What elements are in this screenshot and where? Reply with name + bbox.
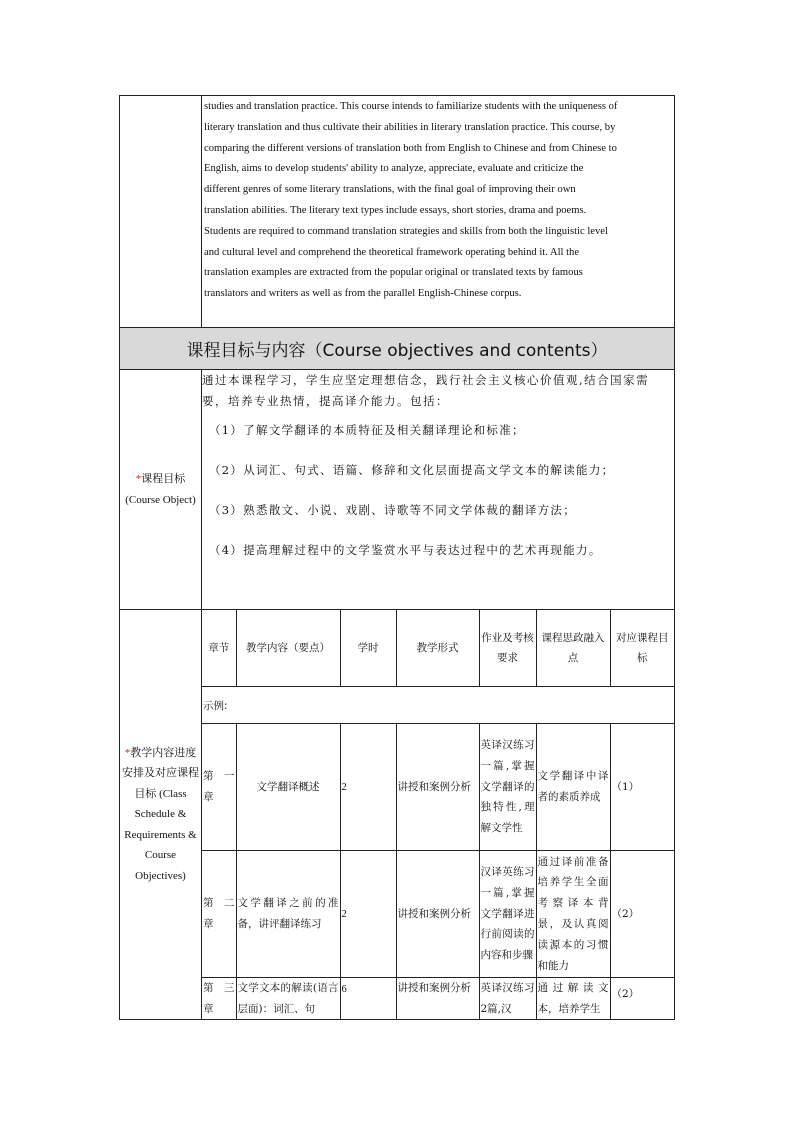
row-ideology: 通过译前准备培养学生全面考察译本背景，及认真阅读源本的习惯和能力 [536,851,610,978]
table-row [202,851,674,978]
row-hours: 2 [340,724,396,851]
example-row [202,687,674,724]
schedule-label-en: (Class Schedule & Requirements & Course Objectives) [124,787,197,882]
intro-line: English, aims to develop students' ability to analyze, appreciate, evaluate and criticize the [204,163,584,175]
row-form-text: 讲授和案例分析 [397,982,471,994]
row-ideology: 文学翻译中译者的素质养成 [536,724,610,851]
header-ideology: 课程思政融入点 [536,610,610,687]
document-page [119,95,675,1019]
objective-item: （1）了解文学翻译的本质特征及相关翻译理论和标准； [209,423,525,437]
header-hours: 学时 [340,610,396,687]
objectives-content [202,370,675,610]
objective-item: （4）提高理解过程中的文学鉴赏水平与表达过程中的艺术再现能力。 [209,543,602,557]
objectives-row [120,370,675,610]
schedule-header-row [202,610,674,687]
intro-text-cell [202,96,675,328]
header-form: 教学形式 [396,610,479,687]
schedule-table [202,610,674,1019]
intro-line: translators and writers as well as from the parallel English-Chinese corpus. [204,288,522,300]
row-content: 文学翻译概述 [236,724,340,851]
intro-line: comparing the different versions of translation both from English to Chinese and from Chinese to [204,142,617,154]
objectives-label [120,370,202,610]
intro-line: literary translation and thus cultivate their abilities in literary translation practice. This course, by [204,121,616,133]
row-objective: （1） [610,724,674,851]
intro-line: translation abilities. The literary text types include essays, short stories, drama and poems. [204,204,587,216]
row-form [396,978,479,1020]
objective-item: （2）从词汇、句式、语篇、修辞和文化层面提高文学文本的解读能力； [209,463,615,477]
required-marker: * [135,473,142,485]
row-content-text: 文学文本的解读(语言层面)：词汇、句 [237,982,339,1015]
row-chapter: 第 一 章 [202,724,236,851]
row-homework: 英译汉练习一篇,掌握文学翻译的独特性,理解文学性 [479,724,536,851]
header-chapter: 章节 [202,610,236,687]
required-marker: * [124,746,131,759]
row-ideology [536,978,610,1020]
header-objective: 对应课程目标 [610,610,674,687]
section-heading: 课程目标与内容（Course objectives and contents） [120,328,675,370]
course-table [119,95,675,1020]
row-objective: （2） [610,851,674,978]
row-hours: 2 [340,851,396,978]
row-chapter [202,978,236,1020]
row-form: 讲授和案例分析 [396,851,479,978]
example-label: 示例: [202,687,674,724]
row-form: 讲授和案例分析 [396,724,479,851]
intro-line: and cultural level and comprehend the theoretical framework operating behind it. All the [204,246,580,258]
objectives-intro: 通过本课程学习，学生应坚定理想信念，践行社会主义核心价值观,结合国家需要，培养专业热情，提高译介能力。包括： [202,373,650,408]
intro-row [120,96,675,328]
table-row [202,724,674,851]
schedule-label-cn: 教学内容进度安排及对应课程目标 [122,745,199,800]
header-homework: 作业及考核要求 [479,610,536,687]
row-homework [479,978,536,1020]
schedule-cell [202,610,675,1020]
course-description [202,96,674,311]
header-content: 教学内容（要点） [236,610,340,687]
intro-line: different genres of some literary translations, with the final goal of improving their own [204,184,576,196]
row-hours: 6 [340,978,396,1020]
row-homework-text: 英译汉练习2篇,汉 [480,982,535,1015]
section-heading-row [120,328,675,370]
row-ideology-text: 通过解读文本，培养学生 [537,982,609,1015]
row-objective: （2） [610,978,674,1020]
row-content [236,978,340,1020]
objectives-label-en: (Course Object) [125,493,196,506]
intro-line: translation examples are extracted from the popular original or translated texts by famous [204,267,583,279]
row-homework: 汉译英练习一篇,掌握文学翻译进行前阅读的内容和步骤 [479,851,536,978]
schedule-row [120,610,675,1020]
row-content: 文学翻译之前的准备，讲评翻译练习 [236,851,340,978]
schedule-label [120,610,202,1020]
intro-line: Students are required to command translation strategies and skills from both the linguistic level [204,225,608,237]
row-chapter: 第 二 章 [202,851,236,978]
intro-line: studies and translation practice. This course intends to familiarize students with the uniqueness of [204,101,618,112]
objectives-label-cn: 课程目标 [141,472,186,485]
table-row [202,978,674,1020]
objective-item: （3）熟悉散文、小说、戏剧、诗歌等不同文学体裁的翻译方法； [209,503,577,517]
intro-label-cell [120,96,202,328]
row-chapter-text: 第 三 章 [203,982,235,1015]
